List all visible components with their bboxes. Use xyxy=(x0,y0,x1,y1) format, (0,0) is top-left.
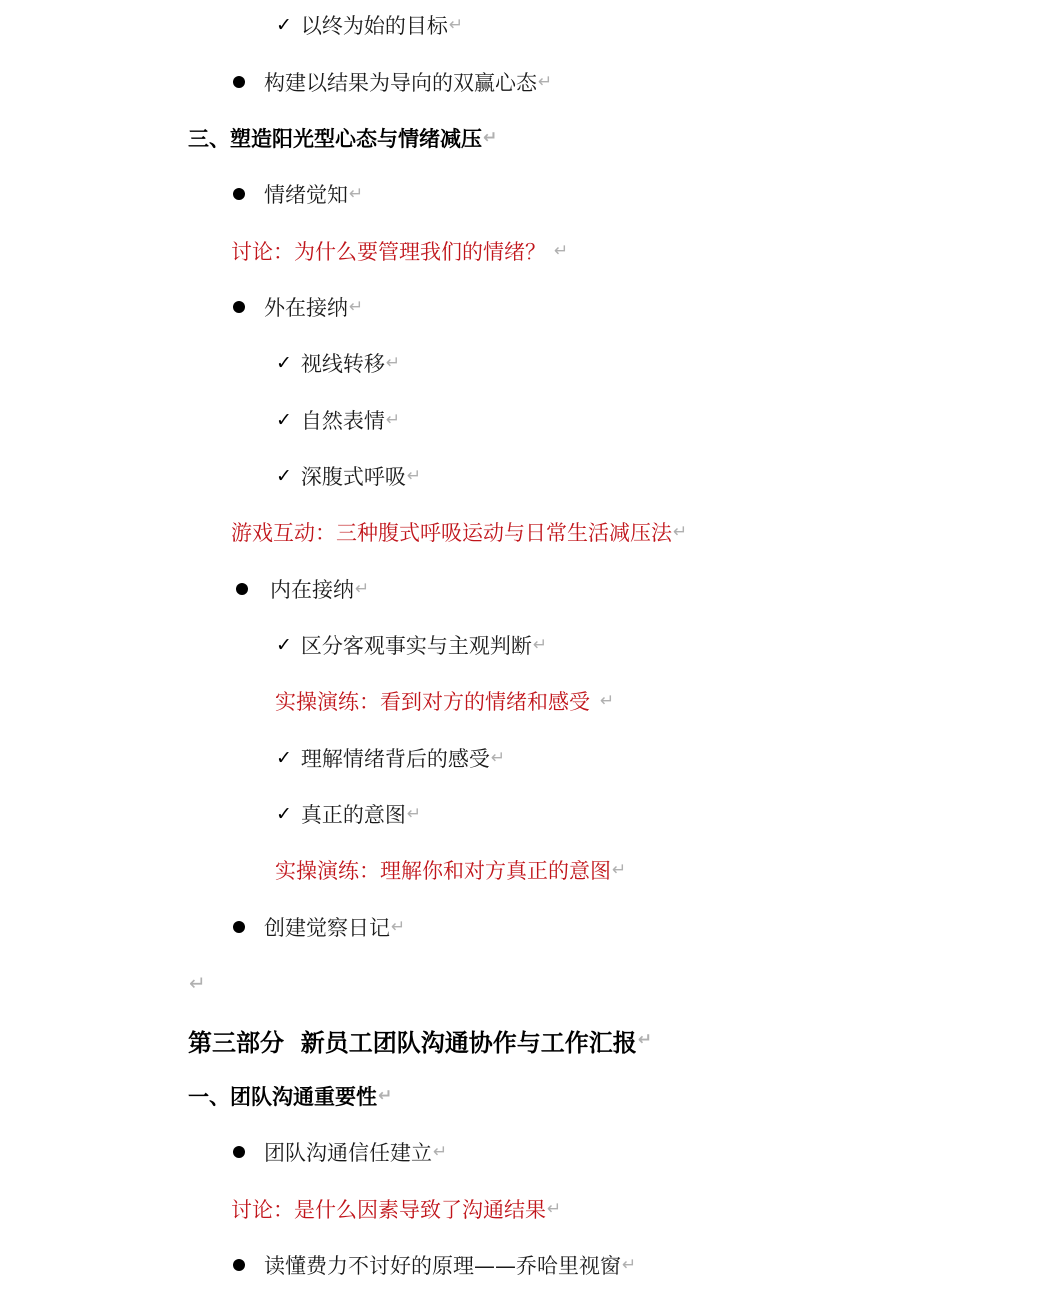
bullet-icon xyxy=(236,583,248,595)
bullet-text: 读懂费力不讨好的原理——乔哈里视窗 xyxy=(264,1254,621,1278)
paragraph-mark-icon: ↵ xyxy=(349,184,364,204)
bullet-text: 构建以结果为导向的双赢心态 xyxy=(264,71,537,95)
checkmark-icon: ✓ xyxy=(276,465,292,487)
section-heading-text: 三、塑造阳光型心态与情绪减压 xyxy=(188,127,482,151)
checklist-text: 视线转移 xyxy=(300,352,385,376)
activity-note-text: 实操演练：看到对方的情绪和感受 xyxy=(275,690,590,714)
checklist-item xyxy=(0,625,1059,665)
bullet-icon xyxy=(233,301,245,313)
checkmark-icon: ✓ xyxy=(276,634,292,656)
paragraph-mark-icon: ↵ xyxy=(189,971,206,995)
paragraph-mark-icon: ↵ xyxy=(433,1142,448,1162)
bullet-text: 情绪觉知 xyxy=(264,183,348,207)
paragraph-mark-icon: ↵ xyxy=(378,1086,393,1106)
bullet-icon xyxy=(233,188,245,200)
checkmark-icon: ✓ xyxy=(276,409,292,431)
paragraph-mark-icon: ↵ xyxy=(538,72,553,92)
bullet-icon xyxy=(233,921,245,933)
checklist-item xyxy=(0,794,1059,834)
bullet-item xyxy=(0,907,1059,947)
checklist-item xyxy=(0,400,1059,440)
checklist-text: 以终为始的目标 xyxy=(300,14,448,38)
activity-note xyxy=(0,512,1059,552)
part-heading-text: 第三部分 新员工团队沟通协作与工作汇报 xyxy=(188,1028,637,1057)
checkmark-icon: ✓ xyxy=(276,803,292,825)
bullet-text: 创建觉察日记 xyxy=(264,916,390,940)
paragraph-mark-icon: ↵ xyxy=(612,860,627,880)
paragraph-mark-icon: ↵ xyxy=(406,804,422,824)
checklist-item xyxy=(0,343,1059,383)
paragraph-mark-icon: ↵ xyxy=(385,410,401,430)
bullet-item xyxy=(0,1245,1059,1285)
part-heading xyxy=(0,1020,1059,1060)
paragraph-mark-icon: ↵ xyxy=(385,353,401,373)
checkmark-icon: ✓ xyxy=(276,352,292,374)
activity-note-text: 游戏互动：三种腹式呼吸运动与日常生活减压法 xyxy=(231,521,672,545)
paragraph-mark-icon: ↵ xyxy=(406,466,422,486)
section-heading-text: 一、团队沟通重要性 xyxy=(188,1085,377,1109)
checklist-text: 区分客观事实与主观判断 xyxy=(300,634,532,658)
paragraph-mark-icon: ↵ xyxy=(673,522,688,542)
bullet-text: 团队沟通信任建立 xyxy=(264,1141,432,1165)
paragraph-mark-icon: ↵ xyxy=(490,748,506,768)
bullet-item xyxy=(0,1132,1059,1172)
bullet-text: 外在接纳 xyxy=(264,296,348,320)
paragraph-mark-icon: ↵ xyxy=(355,579,370,599)
paragraph-mark-icon: ↵ xyxy=(448,15,464,35)
bullet-item xyxy=(0,174,1059,214)
paragraph-mark-icon: ↵ xyxy=(483,128,498,148)
activity-note-text: 讨论：为什么要管理我们的情绪？ xyxy=(231,240,546,264)
checklist-text: 真正的意图 xyxy=(300,803,406,827)
bullet-icon xyxy=(233,76,245,88)
checklist-text: 理解情绪背后的感受 xyxy=(300,747,490,771)
checkmark-icon: ✓ xyxy=(276,14,292,36)
activity-note xyxy=(0,681,1059,721)
paragraph-mark-icon: ↵ xyxy=(391,917,406,937)
section-heading xyxy=(0,118,1059,158)
empty-paragraph xyxy=(0,963,1059,1003)
paragraph-mark-icon: ↵ xyxy=(349,297,364,317)
activity-note-text: 实操演练：理解你和对方真正的意图 xyxy=(275,859,611,883)
paragraph-mark-icon: ↵ xyxy=(547,1199,562,1219)
activity-note-text: 讨论：是什么因素导致了沟通结果 xyxy=(231,1198,546,1222)
bullet-text: 内在接纳 xyxy=(270,578,354,602)
checkmark-icon: ✓ xyxy=(276,747,292,769)
bullet-item xyxy=(0,287,1059,327)
activity-note xyxy=(0,850,1059,890)
paragraph-mark-icon: ↵ xyxy=(622,1255,637,1275)
bullet-item xyxy=(0,569,1059,609)
checklist-item xyxy=(0,738,1059,778)
checklist-text: 深腹式呼吸 xyxy=(300,465,406,489)
paragraph-mark-icon: ↵ xyxy=(554,241,569,261)
section-heading xyxy=(0,1076,1059,1116)
bullet-icon xyxy=(233,1259,245,1271)
paragraph-mark-icon: ↵ xyxy=(532,635,548,655)
bullet-item xyxy=(0,62,1059,102)
paragraph-mark-icon: ↵ xyxy=(600,691,615,711)
activity-note xyxy=(0,231,1059,271)
bullet-icon xyxy=(233,1146,245,1158)
checklist-item xyxy=(0,5,1059,45)
paragraph-mark-icon: ↵ xyxy=(637,1030,652,1050)
checklist-text: 自然表情 xyxy=(300,409,385,433)
checklist-item xyxy=(0,456,1059,496)
activity-note xyxy=(0,1189,1059,1229)
